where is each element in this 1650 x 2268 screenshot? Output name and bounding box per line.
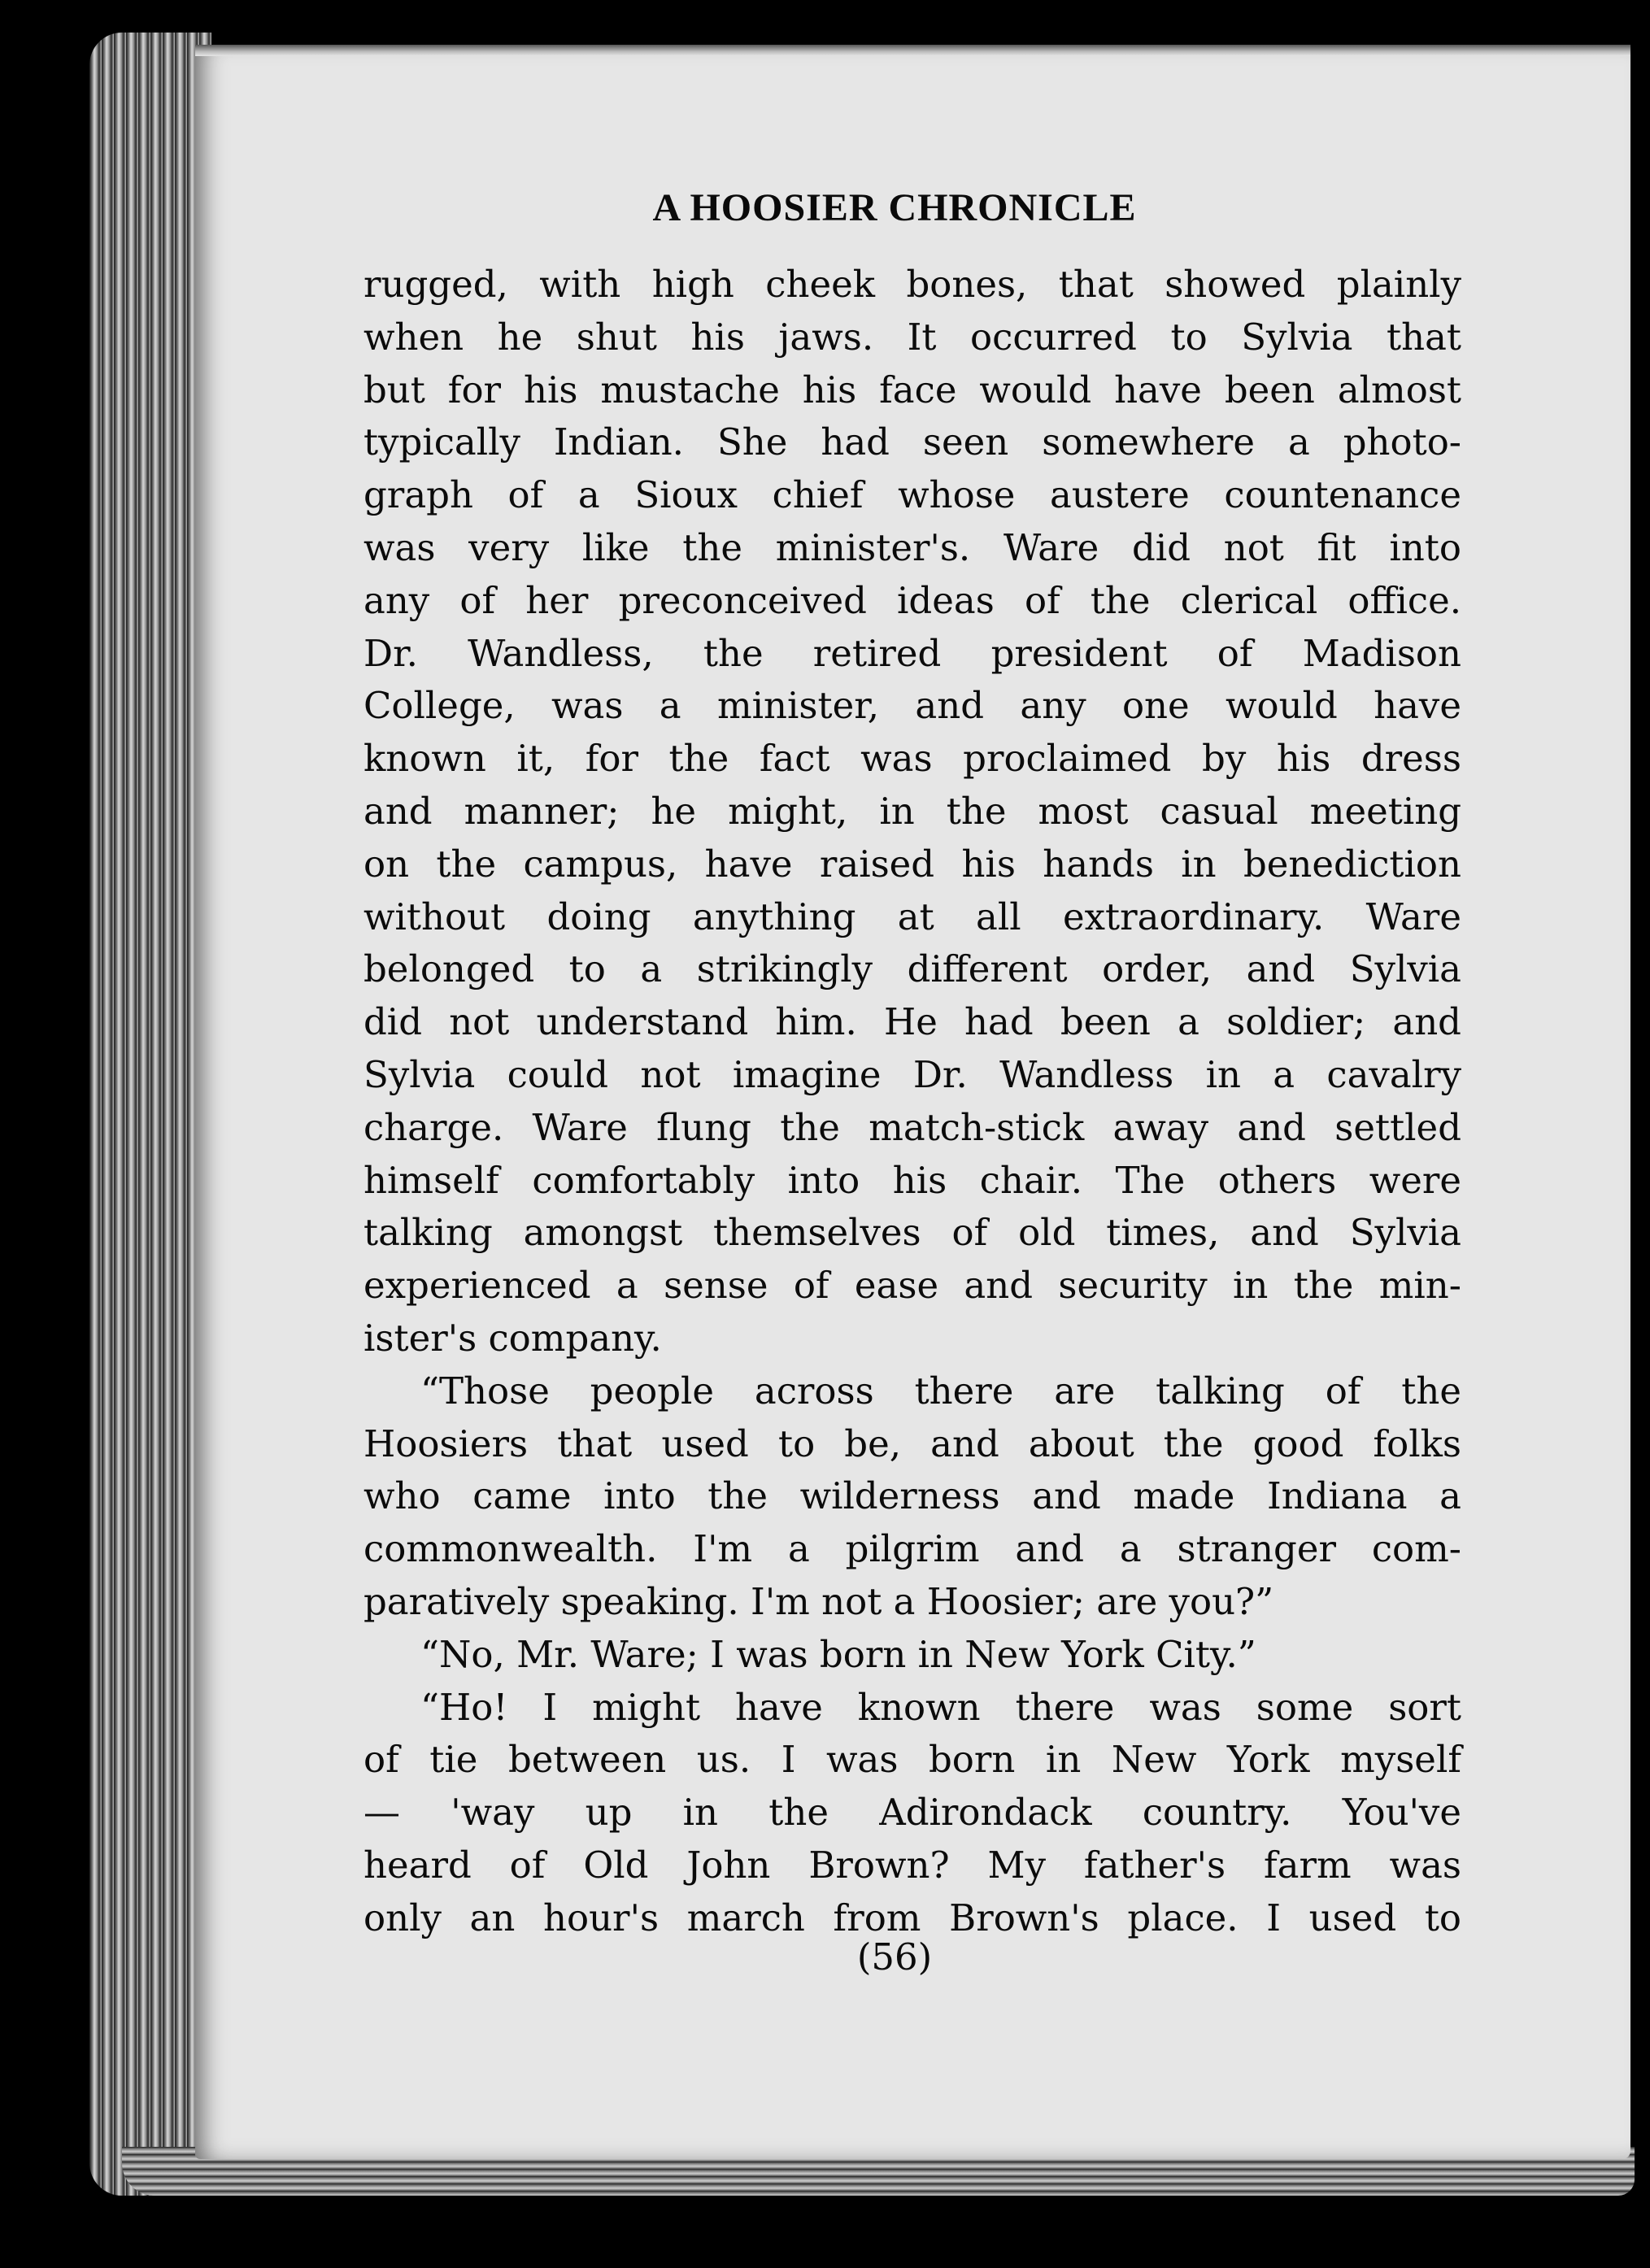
text-line: but for his mustache his face would have been almost [364, 368, 1461, 411]
book-page-edges [89, 33, 211, 2196]
text-line: Hoosiers that used to be, and about the good folks [364, 1421, 1461, 1465]
text-line: any of her preconceived ideas of the clerical office. [364, 578, 1461, 622]
text-line: who came into the wilderness and made Indiana a [364, 1474, 1461, 1518]
text-line: commonwealth. I'm a pilgrim and a stranger com- [364, 1527, 1461, 1571]
text-line: experienced a sense of ease and security in the min- [364, 1264, 1461, 1308]
text-line: himself comfortably into his chair. The others were [364, 1158, 1461, 1202]
text-line: heard of Old John Brown? My father's farm was [364, 1843, 1461, 1887]
text-line: and manner; he might, in the most casual meeting [364, 789, 1461, 833]
text-line: without doing anything at all extraordinary. Ware [364, 895, 1461, 938]
text-line: graph of a Sioux chief whose austere countenance [364, 473, 1461, 517]
text-line: charge. Ware flung the match-stick away and settled [364, 1105, 1461, 1149]
text-line: College, was a minister, and any one would have [364, 684, 1461, 728]
text-line: talking amongst themselves of old times, and Sylvia [364, 1211, 1461, 1255]
text-line: belonged to a strikingly different order, and Sylvia [364, 947, 1461, 991]
page-number: (56) [856, 1935, 933, 1979]
page-top-shadow [195, 45, 1630, 56]
text-line: did not understand him. He had been a soldier; and [364, 1000, 1461, 1044]
text-line: typically Indian. She had seen somewhere a photo- [364, 420, 1461, 464]
text-line: on the campus, have raised his hands in benediction [364, 842, 1461, 886]
text-line: “No, Mr. Ware; I was born in New York City.” [420, 1632, 1256, 1676]
text-line: of tie between us. I was born in New York myself [364, 1738, 1461, 1782]
body-text [364, 259, 1461, 1945]
text-line: known it, for the fact was proclaimed by his dress [364, 737, 1461, 781]
text-line: was very like the minister's. Ware did not fit into [364, 525, 1461, 569]
text-line: Dr. Wandless, the retired president of Madison [364, 631, 1461, 675]
text-line: when he shut his jaws. It occurred to Sylvia that [364, 315, 1461, 359]
text-line: “Those people across there are talking of the [420, 1369, 1461, 1413]
text-line: rugged, with high cheek bones, that showed plainly [364, 263, 1461, 306]
text-line: paratively speaking. I'm not a Hoosier; are you?” [364, 1579, 1274, 1623]
running-head: A HOOSIER CHRONICLE [652, 186, 1137, 229]
text-line: Sylvia could not imagine Dr. Wandless in a cavalry [364, 1052, 1461, 1096]
text-line: ister's company. [364, 1316, 662, 1360]
text-line: “Ho! I might have known there was some sort [420, 1685, 1461, 1729]
text-line: only an hour's march from Brown's place. I used to [364, 1896, 1461, 1939]
text-line: — 'way up in the Adirondack country. You've [364, 1791, 1461, 1835]
